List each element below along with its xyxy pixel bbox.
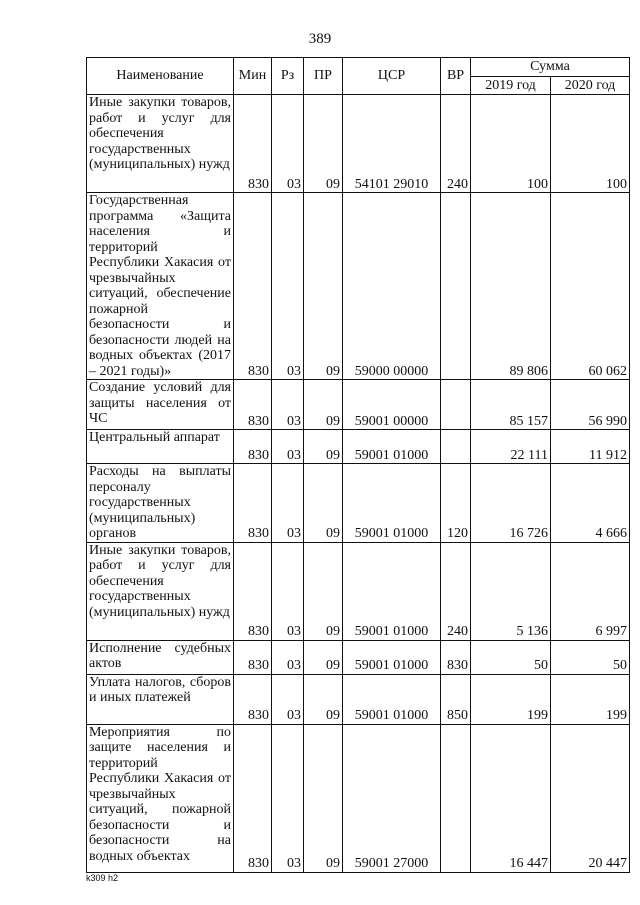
row-rz: 03 — [272, 193, 304, 380]
row-rz: 03 — [272, 542, 304, 640]
row-name: Государственная программа «Защита населения и территорий Республики Хакасия от чрезвычайных ситуаций, обеспечение пожарной безопасности и безопасности людей на водных объектах (2017 – 2021 годы)» — [87, 193, 234, 380]
row-vr: 240 — [441, 542, 471, 640]
row-pr: 09 — [304, 724, 343, 872]
row-csr: 59001 01000 — [343, 542, 441, 640]
col-header-2020: 2020 год — [551, 76, 630, 95]
row-vr — [441, 430, 471, 464]
row-vr — [441, 724, 471, 872]
row-pr: 09 — [304, 464, 343, 543]
row-2020: 20 447 — [551, 724, 630, 872]
col-header-min: Мин — [234, 58, 272, 95]
row-2020: 60 062 — [551, 193, 630, 380]
row-csr: 59000 00000 — [343, 193, 441, 380]
row-csr: 59001 01000 — [343, 640, 441, 674]
table-row — [87, 430, 630, 464]
row-2019: 50 — [471, 640, 551, 674]
row-2019: 22 111 — [471, 430, 551, 464]
table-row — [87, 724, 630, 872]
budget-table — [86, 57, 630, 873]
row-csr: 59001 01000 — [343, 464, 441, 543]
row-rz: 03 — [272, 380, 304, 430]
row-vr: 830 — [441, 640, 471, 674]
row-2019: 89 806 — [471, 193, 551, 380]
row-name: Исполнение судебных актов — [87, 640, 234, 674]
row-vr — [441, 193, 471, 380]
row-rz: 03 — [272, 430, 304, 464]
row-2019: 16 447 — [471, 724, 551, 872]
row-min: 830 — [234, 430, 272, 464]
row-name: Мероприятия по защите населения и территорий Республики Хакасия от чрезвычайных ситуаций, пожарной безопасности и безопасности на водных объектах — [87, 724, 234, 872]
table-row — [87, 380, 630, 430]
row-name: Иные закупки товаров, работ и услуг для обеспечения государственных (муниципальных) нужд — [87, 542, 234, 640]
col-header-vr: ВР — [441, 58, 471, 95]
page-number: 389 — [308, 31, 332, 47]
row-2019: 5 136 — [471, 542, 551, 640]
row-csr: 59001 01000 — [343, 430, 441, 464]
row-name: Расходы на выплаты персоналу государственных (муниципальных) органов — [87, 464, 234, 543]
row-name: Иные закупки товаров, работ и услуг для обеспечения государственных (муниципальных) нужд — [87, 95, 234, 193]
row-2019: 100 — [471, 95, 551, 193]
row-pr: 09 — [304, 674, 343, 724]
row-csr: 59001 27000 — [343, 724, 441, 872]
row-vr: 240 — [441, 95, 471, 193]
row-min: 830 — [234, 380, 272, 430]
row-pr: 09 — [304, 193, 343, 380]
col-header-pr: ПР — [304, 58, 343, 95]
row-pr: 09 — [304, 380, 343, 430]
table-row — [87, 640, 630, 674]
table-row — [87, 542, 630, 640]
row-name: Создание условий для защиты населения от ЧС — [87, 380, 234, 430]
table-row — [87, 95, 630, 193]
row-2019: 16 726 — [471, 464, 551, 543]
row-pr: 09 — [304, 430, 343, 464]
row-min: 830 — [234, 640, 272, 674]
table-row — [87, 193, 630, 380]
row-2020: 50 — [551, 640, 630, 674]
col-header-name: Наименование — [87, 58, 234, 95]
row-name: Центральный аппарат — [87, 430, 234, 464]
row-vr — [441, 380, 471, 430]
row-csr: 59001 00000 — [343, 380, 441, 430]
row-name: Уплата налогов, сборов и иных платежей — [87, 674, 234, 724]
row-rz: 03 — [272, 640, 304, 674]
col-header-csr: ЦСР — [343, 58, 441, 95]
row-rz: 03 — [272, 95, 304, 193]
row-vr: 850 — [441, 674, 471, 724]
table-row — [87, 464, 630, 543]
row-2019: 85 157 — [471, 380, 551, 430]
table-row — [87, 674, 630, 724]
row-2020: 56 990 — [551, 380, 630, 430]
row-rz: 03 — [272, 674, 304, 724]
row-csr: 54101 29010 — [343, 95, 441, 193]
row-2020: 11 912 — [551, 430, 630, 464]
row-2019: 199 — [471, 674, 551, 724]
row-min: 830 — [234, 724, 272, 872]
row-2020: 199 — [551, 674, 630, 724]
col-header-rz: Рз — [272, 58, 304, 95]
document-code: k309 h2 — [86, 873, 119, 883]
row-min: 830 — [234, 193, 272, 380]
row-2020: 6 997 — [551, 542, 630, 640]
row-min: 830 — [234, 674, 272, 724]
row-min: 830 — [234, 95, 272, 193]
col-header-2019: 2019 год — [471, 76, 551, 95]
row-csr: 59001 01000 — [343, 674, 441, 724]
row-pr: 09 — [304, 542, 343, 640]
row-2020: 100 — [551, 95, 630, 193]
row-2020: 4 666 — [551, 464, 630, 543]
row-vr: 120 — [441, 464, 471, 543]
row-rz: 03 — [272, 724, 304, 872]
row-pr: 09 — [304, 640, 343, 674]
col-header-sum: Сумма — [471, 58, 630, 77]
row-pr: 09 — [304, 95, 343, 193]
row-min: 830 — [234, 542, 272, 640]
row-rz: 03 — [272, 464, 304, 543]
row-min: 830 — [234, 464, 272, 543]
